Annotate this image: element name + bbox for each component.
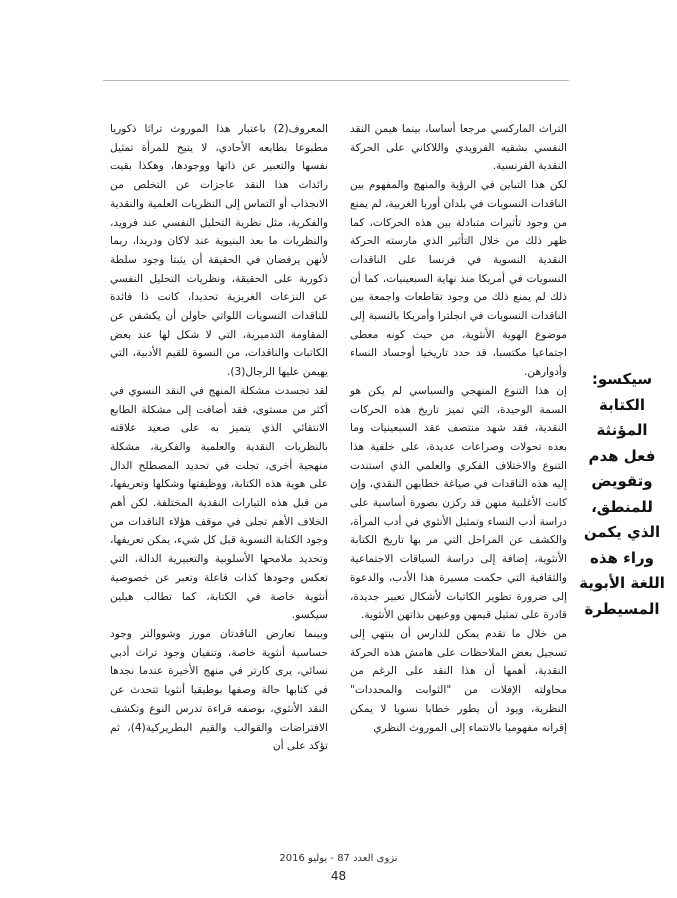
pull-quote [572, 367, 672, 622]
magazine-issue-footer: نزوى العدد 87 - يوليو 2016 [279, 853, 398, 864]
pull-quote-line: سيكسو: [591, 370, 653, 388]
paragraph: وبينما تعارض الناقدتان مورز وشووالتر وجود حساسية أنثوية خاصة، وتنفيان وجود تراث أدبي نسائي، يرى كارتر في منهج الأخيرة عندما نجدها في كتابها حالة وصفها بوطيقيا أنثويا تتحدث عن النقد الأنثوي، بوصفه قراءة تدرس النوع وتكشف الافتراضات والقوالب والقيم البطريركية(4)، ثم تؤكد على أن [110, 627, 329, 753]
paragraph: لقد تجسدت مشكلة المنهج في النقد النسوي في أكثر من مستوى، فقد أضافت إلى مشكلة الطابع الانتقائي الذي يتميز به على صعيد علاقته بالنظريات النقدية والعلمية والفكرية، مشكلة منهجية أخرى، تجلت في تحديد المصطلح الدال على هوية هذه الكتابة، ووظيفتها وشكلها وتعريفها، من قبل هذه التيارات النقدية المختلفة. لكن أهم الخلاف الأهم تجلى في موقف هؤلاء الناقدات من وجود الكتابة النسوية قبل كل شيء، يمكن تعريفها، وتحديد ملامحها الأسلوبية والتعبيرية الدالة، التي تعكس وجودها كذات فاعلة وتعبر عن خصوصية أنثوية خاصة في الكتابة، كما تطالب هيلين سيكسو. [110, 384, 328, 622]
top-rule [103, 80, 569, 81]
pull-quote-line: وتقويض [591, 472, 653, 490]
page-number: 48 [330, 869, 347, 883]
pull-quote-line: وراء هذه [590, 548, 654, 567]
article-column-left [110, 120, 328, 756]
pull-quote-line: للمنطق، [591, 497, 653, 516]
pull-quote-line: فعل هدم [588, 446, 656, 465]
article-column-right [350, 120, 567, 737]
paragraph: التراث الماركسي مرجعا أساسا، بينما هيمن النقد النفسي بشقيه الفرويدي واللاكاني على الحركة النقدية الفرنسية. [350, 123, 567, 173]
pull-quote-line: اللغة الأبوية [579, 574, 665, 592]
pull-quote-line: الكتابة المؤنثة [596, 395, 648, 439]
paragraph: من خلال ما تقدم يمكن للدارس أن ينتهي إلى تسجيل بعض الملاحظات على هامش هذه الحركة النقدية، أهمها أن هذا النقد على الرغم من محاولته الإفلات من "الثوابت والمحددات" النظرية، ويود أن يطور خطابا نسويا لا يمكن إقرانه مفهوميا بالانتماء إلى الموروث النظري [350, 627, 567, 734]
pull-quote-line: المسيطرة [584, 599, 660, 618]
paragraph: إن هذا التنوع المنهجي والسياسي لم يكن هو السمة الوحيدة، التي تميز تاريخ هذه الحركات النقدية، فقد شهد منتصف عقد السبعينيات وما بعده تحولات وصراعات عديدة، على خلفية هذا التنوع والاختلاف الفكري والعلمي الذي استندت إليه هذه الناقدات في صياغة خطابهن النقدي، وإن كانت الأغلبية منهن قد ركزن بصورة أساسية على دراسة أدب النساء وتمثيل الأنثوي في أدب المرأة، والكشف عن المراحل التي مر بها تاريخ الكتابة الأنثوية، إضافة إلى دراسة السياقات الاجتماعية والثقافية التي حكمت مسيرة هذا الأدب، والدعوة إلى ضرورة تطوير الكاتبات لأشكال تعبير جديدة، قادرة على تمثيل قيمهن ووعيهن بذاتهن الأنثوية. [350, 384, 567, 622]
paragraph: المعروف(2) باعتبار هذا الموروث تراثا ذكوريا مطبوعا بطابعه الأحادي، لا يتيح للمرأة تمثيل نفسها والتعبير عن ذاتها ووجودها، وهكذا بقيت رائدات هذا النقد عاجزات عن التخلص من الانجذاب أو التماس إلى النظريات العلمية والنقدية والفكرية، مثل نظرية التحليل النفسي عند فرويد، والنظريات ما بعد البنيوية عند لاكان ودريدا، ربما لأنهن يرفضان في الحقيقة أن يثبتا وجود سلطة ذكورية على الحقيقة، ونظريات التحليل النفسي عن النزعات الغريزية تحديدا، كانت ذا فائدة للناقدات النسويات اللواتي حاولن أن يكشفن عن المقاومة التدميرية، التي لا شكل لها عند بعض الكاتبات والناقدات، من النسوة للقيم الأدبية، التي يهيمن عليها الرجال(3). [110, 123, 328, 379]
pull-quote-line: الذي يكمن [583, 523, 661, 541]
paragraph: لكن هذا التباين في الرؤية والمنهج والمفهوم بين الناقدات النسويات في بلدان أوربا الغربية، لم يمنع من وجود تأثيرات متبادلة بين هذه الحركات، كما ظهر ذلك من خلال التأثير الذي مارسته الحركة النقدية النسوية في فرنسا على الناقدات النسويات في أمريكا منذ نهاية السبعينيات، كما أن ذلك لم يمنع ذلك من وجود تقاطعات واجمعة بين الناقدات النسويات في انجلترا وأمريكا بالنسبة إلى موضوع الهوية الأنثوية، من حيث كونه معطى اجتماعيا مكتسبا، قد حدد تاريخيا أوجساد النساء وأدوارهن. [350, 179, 567, 379]
